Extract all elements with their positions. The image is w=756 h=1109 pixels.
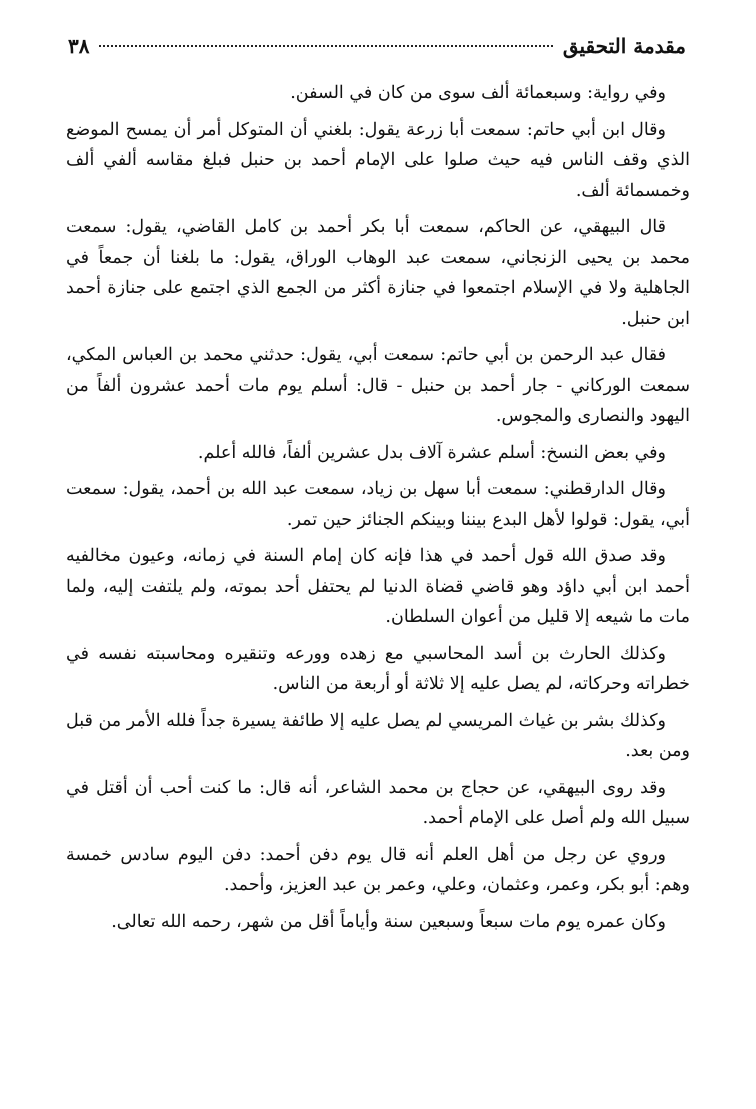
running-title: مقدمة التحقيق [562, 34, 686, 58]
paragraph: وروي عن رجل من أهل العلم أنه قال يوم دفن أحمد: دفن اليوم سادس خمسة وهم: أبو بكر، وعمر، وعثمان، وعلي، وعمر بن عبد العزيز، وأحمد. [66, 844, 690, 895]
paragraph: وكذلك الحارث بن أسد المحاسبي مع زهده وورعه وتنقيره ومحاسبته نفسه في خطراته وحركاته، لم يصل عليه إلا ثلاثة أو أربعة من الناس. [66, 643, 690, 694]
header-dotted-leader [99, 45, 552, 47]
paragraph: قال البيهقي، عن الحاكم، سمعت أبا بكر أحمد بن كامل القاضي، يقول: سمعت محمد بن يحيى الزنجاني، سمعت عبد الوهاب الوراق، يقول: ما بلغنا أن جمعاً في الجاهلية ولا في الإسلام اجتمعوا في جنازة أكثر من الجمع الذي اجتمع على جنازة أحمد ابن حنبل. [66, 217, 690, 329]
page-header [68, 34, 686, 64]
paragraph: وفي بعض النسخ: أسلم عشرة آلاف بدل عشرين ألفاً، فالله أعلم. [197, 442, 666, 463]
paragraph: وكان عمره يوم مات سبعاً وسبعين سنة وأياماً أقل من شهر، رحمه الله تعالى. [111, 911, 666, 932]
paragraph: وقال الدارقطني: سمعت أبا سهل بن زياد، سمعت عبد الله بن أحمد، يقول: سمعت أبي، يقول: قولوا لأهل البدع بيننا وبينكم الجنائز حين تمر. [66, 479, 690, 530]
page-number: ٣٨ [68, 34, 90, 58]
paragraph: وقال ابن أبي حاتم: سمعت أبا زرعة يقول: بلغني أن المتوكل أمر أن يمسح الموضع الذي وقف الناس فيه حيث صلوا على الإمام أحمد بن حنبل فبلغ مقاسه ألفي ألف وخمسمائة ألف. [66, 119, 690, 201]
paragraph: وقد روى البيهقي، عن حجاج بن محمد الشاعر، أنه قال: ما كنت أحب أن أقتل في سبيل الله ولم أصل على الإمام أحمد. [66, 777, 690, 828]
body-text [66, 78, 690, 943]
paragraph: وكذلك بشر بن غياث المريسي لم يصل عليه إلا طائفة يسيرة جداً فلله الأمر من قبل ومن بعد. [66, 710, 690, 761]
paragraph: وفي رواية: وسبعمائة ألف سوى من كان في السفن. [290, 83, 666, 103]
paragraph: وقد صدق الله قول أحمد في هذا فإنه كان إمام السنة في زمانه، وعيون مخالفيه أحمد ابن أبي داؤد وهو قاضي قضاة الدنيا لم يحتفل أحد بموته، ولم يلتفت إليه، ولما مات ما شيعه إلا قليل من أعوان السلطان. [66, 546, 690, 627]
paragraph: فقال عبد الرحمن بن أبي حاتم: سمعت أبي، يقول: حدثني محمد بن العباس المكي، سمعت الوركاني - جار أحمد بن حنبل - قال: أسلم يوم مات أحمد عشرون ألفاً من اليهود والنصارى والمجوس. [66, 345, 690, 426]
